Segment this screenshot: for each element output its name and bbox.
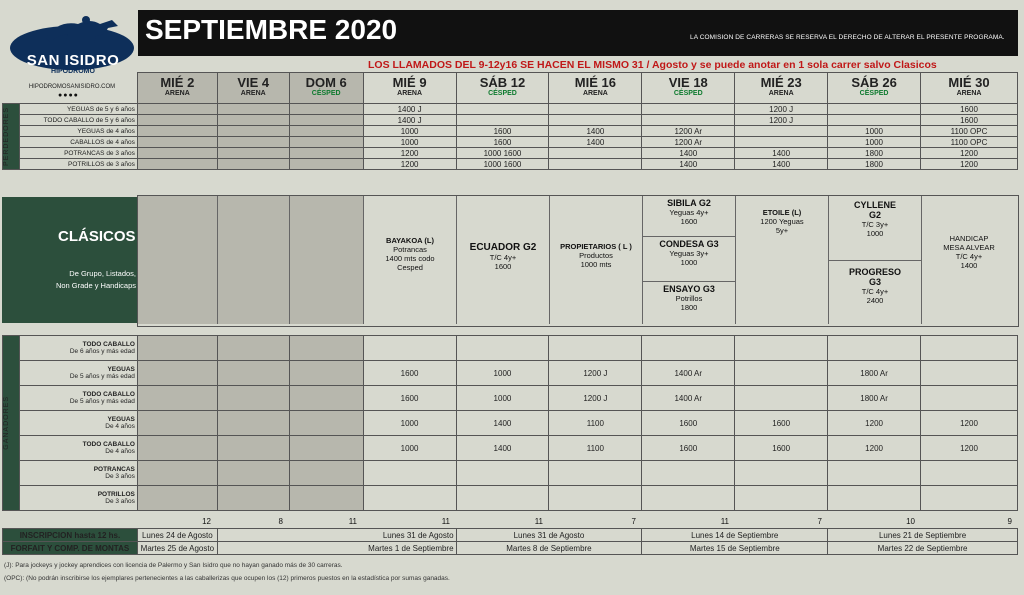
row-label — [19, 486, 137, 511]
horse-icon — [38, 14, 128, 46]
clasico-condesa: CONDESA G3 Yeguas 3y+ 1000 — [643, 237, 735, 282]
row-label-category: TODO CABALLO — [82, 341, 135, 348]
row-label — [19, 361, 137, 386]
table-cell — [217, 159, 289, 170]
table-cell — [137, 361, 217, 386]
row-label: CABALLOS de 4 años — [19, 137, 137, 148]
table-cell — [137, 461, 217, 486]
social-icons: ●●●● — [58, 92, 79, 99]
row-label-age: De 4 años — [105, 423, 135, 430]
table-cell: 1400 — [456, 436, 549, 461]
table-cell — [921, 461, 1018, 486]
table-cell: 1000 1600 — [456, 148, 549, 159]
table-row — [3, 115, 1018, 126]
perdedores-band-label: PERDEDORES — [3, 106, 10, 166]
table-cell — [549, 461, 642, 486]
row-label-age: De 4 años — [105, 448, 135, 455]
row-label-category: YEGUAS — [107, 416, 135, 423]
row-label — [19, 461, 137, 486]
table-cell — [137, 436, 217, 461]
row-label-category: POTRILLOS — [97, 491, 135, 498]
table-cell — [735, 137, 828, 148]
table-cell: 1600 — [363, 386, 456, 411]
table-cell: 1200 — [828, 411, 921, 436]
table-cell — [642, 336, 735, 361]
row-label-category: YEGUAS — [107, 366, 135, 373]
race-count: 7 — [631, 517, 636, 526]
table-cell — [289, 436, 363, 461]
table-cell: 1000 — [363, 126, 456, 137]
day-header: MIÉ 9 ARENA — [363, 73, 456, 104]
footnote: (J): Para jockeys y jockey aprendices con licencia de Palermo y San Isidro que no hayan ganado más de 30 carreras. — [4, 562, 343, 569]
table-row — [3, 137, 1018, 148]
race-count: 8 — [278, 517, 283, 526]
table-cell — [642, 486, 735, 511]
table-row — [3, 159, 1018, 170]
table-cell — [549, 104, 642, 115]
table-cell: 1800 — [828, 159, 921, 170]
table-cell — [217, 361, 289, 386]
table-cell: 1600 — [642, 436, 735, 461]
table-cell — [456, 486, 549, 511]
table-cell — [217, 115, 289, 126]
table-cell: 1200 J — [549, 386, 642, 411]
table-cell: 1000 — [828, 137, 921, 148]
table-cell — [289, 148, 363, 159]
table-row — [3, 486, 1018, 511]
race-count: 11 — [720, 517, 729, 526]
table-cell: 1400 J — [363, 104, 456, 115]
table-cell — [735, 386, 828, 411]
forfait-date: Martes 1 de Septiembre — [217, 542, 456, 555]
table-cell — [921, 486, 1018, 511]
table-cell — [217, 386, 289, 411]
table-cell — [735, 126, 828, 137]
forfait-label: FORFAIT Y COMP. DE MONTAS — [3, 542, 138, 555]
table-row — [3, 461, 1018, 486]
table-cell: 1000 — [828, 126, 921, 137]
table-cell: 1400 J — [363, 115, 456, 126]
clasico-ecuador: ECUADOR G2 T/C 4y+ 1600 — [457, 196, 550, 324]
clasico-ensayo: ENSAYO G3 Potrillos 1800 — [663, 284, 715, 312]
clasico-cell — [290, 196, 364, 324]
table-cell: 1600 — [642, 411, 735, 436]
row-label — [19, 411, 137, 436]
table-cell: 1200 — [828, 436, 921, 461]
row-label: TODO CABALLO de 5 y 6 años — [19, 115, 137, 126]
table-row — [3, 411, 1018, 436]
table-cell: 1200 — [921, 411, 1018, 436]
table-cell — [137, 386, 217, 411]
table-cell — [137, 336, 217, 361]
table-cell: 1400 — [549, 137, 642, 148]
table-cell — [921, 336, 1018, 361]
row-label: YEGUAS de 4 años — [19, 126, 137, 137]
table-cell — [217, 126, 289, 137]
table-cell — [642, 461, 735, 486]
forfait-date: Martes 22 de Septiembre — [828, 542, 1018, 555]
table-cell: 1600 — [456, 137, 549, 148]
logo-name: SAN ISIDRO — [26, 52, 120, 69]
day-header: SÁB 12 CÉSPED — [456, 73, 549, 104]
table-cell — [642, 115, 735, 126]
ganadores-band-label: GANADORES — [3, 396, 10, 450]
table-cell: 1800 Ar — [828, 361, 921, 386]
table-cell: 1200 — [363, 148, 456, 159]
clasico-cell — [138, 196, 218, 324]
schedule-table-perdedores — [2, 72, 1018, 170]
table-cell — [363, 486, 456, 511]
table-cell — [735, 361, 828, 386]
table-cell: 1600 — [363, 361, 456, 386]
clasico-etoile: ETOILE (L) 1200 Yeguas 5y+ — [736, 196, 829, 324]
table-cell — [217, 104, 289, 115]
table-cell — [289, 361, 363, 386]
table-cell — [642, 104, 735, 115]
table-cell — [137, 159, 217, 170]
table-cell: 1100 — [549, 411, 642, 436]
table-cell: 1600 — [735, 436, 828, 461]
table-cell — [137, 411, 217, 436]
table-cell: 1000 — [363, 137, 456, 148]
race-count: 7 — [817, 517, 822, 526]
table-cell: 1200 J — [735, 104, 828, 115]
table-cell: 1200 J — [735, 115, 828, 126]
table-cell: 1400 Ar — [642, 361, 735, 386]
table-cell — [137, 486, 217, 511]
table-cell — [456, 336, 549, 361]
clasicos-band — [2, 197, 137, 323]
clasico-vie18 — [643, 196, 736, 324]
clasico-propietarios: PROPIETARIOS ( L ) Productos 1000 mts — [550, 196, 643, 324]
clasicos-title: CLÁSICOS — [58, 228, 136, 245]
table-cell — [363, 336, 456, 361]
clasico-mesa-alvear: HANDICAP MESA ALVEAR T/C 4y+ 1400 — [943, 234, 995, 270]
forfait-date: Martes 25 de Agosto — [137, 542, 217, 555]
logo-url: HIPODROMOSANISIDRO.COM — [28, 84, 116, 90]
table-cell: 1400 Ar — [642, 386, 735, 411]
day-header: MIÉ 23 ARENA — [735, 73, 828, 104]
row-label — [19, 336, 137, 361]
table-row — [3, 104, 1018, 115]
table-cell — [289, 336, 363, 361]
table-cell: 1400 — [735, 159, 828, 170]
race-count: 10 — [906, 517, 915, 526]
forfait-date: Martes 8 de Septiembre — [456, 542, 642, 555]
table-cell: 1000 1600 — [456, 159, 549, 170]
clasico-cyllene: CYLLENE G2 T/C 3y+ 1000 — [829, 196, 921, 261]
table-cell: 1400 — [735, 148, 828, 159]
table-cell: 1200 — [921, 148, 1018, 159]
table-cell: 1000 — [363, 411, 456, 436]
table-cell — [549, 148, 642, 159]
schedule-table-ganadores — [2, 335, 1018, 511]
notice-text: LOS LLAMADOS DEL 9-12y16 SE HACEN EL MISMO 31 / Agosto y se puede anotar en 1 sola carrer salvo Clasicos — [368, 59, 937, 71]
table-cell: 1600 — [921, 115, 1018, 126]
logo-subtitle: HIPODROMO — [51, 68, 95, 75]
table-cell — [217, 461, 289, 486]
banner-note: LA COMISION DE CARRERAS SE RESERVA EL DERECHO DE ALTERAR EL PRESENTE PROGRAMA. — [690, 34, 1005, 41]
row-label-age: De 5 años y más edad — [69, 398, 135, 405]
table-cell — [217, 336, 289, 361]
table-cell: 1200 Ar — [642, 137, 735, 148]
table-row — [3, 436, 1018, 461]
table-cell: 1200 — [921, 436, 1018, 461]
table-cell — [828, 115, 921, 126]
table-cell: 1200 — [921, 159, 1018, 170]
table-cell — [456, 104, 549, 115]
table-cell — [289, 126, 363, 137]
table-row — [3, 361, 1018, 386]
table-row — [3, 386, 1018, 411]
table-cell — [289, 115, 363, 126]
table-cell — [217, 436, 289, 461]
row-label-age: De 3 años — [105, 473, 135, 480]
table-cell — [363, 461, 456, 486]
clasico-bayakoa: BAYAKOA (L) Potrancas 1400 mts codo Cesped — [364, 196, 457, 324]
table-cell — [456, 115, 549, 126]
row-label: POTRILLOS de 3 años — [19, 159, 137, 170]
day-header: MIÉ 16 ARENA — [549, 73, 642, 104]
table-row — [3, 126, 1018, 137]
day-header: VIE 4 ARENA — [217, 73, 289, 104]
table-cell: 1000 — [456, 361, 549, 386]
table-cell: 1400 — [642, 159, 735, 170]
day-header: DOM 6 CÉSPED — [289, 73, 363, 104]
table-cell — [217, 486, 289, 511]
forfait-date: Martes 15 de Septiembre — [642, 542, 828, 555]
table-cell — [289, 461, 363, 486]
row-label-age: De 5 años y más edad — [69, 373, 135, 380]
table-cell: 1200 — [363, 159, 456, 170]
inscripcion-date: Lunes 21 de Septiembre — [828, 529, 1018, 542]
ganadores-band — [3, 336, 20, 511]
table-cell — [549, 336, 642, 361]
table-cell — [289, 411, 363, 436]
table-cell: 1400 — [456, 411, 549, 436]
table-cell: 1100 OPC — [921, 126, 1018, 137]
day-header: MIÉ 30 ARENA — [921, 73, 1018, 104]
table-cell: 1400 — [549, 126, 642, 137]
table-cell: 1100 — [549, 436, 642, 461]
row-label — [19, 386, 137, 411]
row-label-age: De 6 años y más edad — [69, 348, 135, 355]
table-cell — [549, 486, 642, 511]
clasico-cell — [218, 196, 290, 324]
table-cell — [828, 104, 921, 115]
page-title: SEPTIEMBRE 2020 — [145, 14, 398, 45]
table-row — [3, 336, 1018, 361]
table-cell — [289, 386, 363, 411]
day-header: MIÉ 2 ARENA — [137, 73, 217, 104]
table-cell — [289, 137, 363, 148]
row-label: POTRANCAS de 3 años — [19, 148, 137, 159]
clasico-sab26 — [829, 196, 922, 324]
clasicos-grid — [137, 195, 1019, 327]
table-cell — [921, 361, 1018, 386]
table-cell: 1000 — [456, 386, 549, 411]
table-cell: 1100 OPC — [921, 137, 1018, 148]
table-cell — [217, 148, 289, 159]
clasico-sibila: SIBILA G2 Yeguas 4y+ 1600 — [643, 196, 735, 237]
row-label-category: POTRANCAS — [93, 466, 135, 473]
day-header: SÁB 26 CÉSPED — [828, 73, 921, 104]
row-label-category: TODO CABALLO — [82, 441, 135, 448]
table-cell: 1800 Ar — [828, 386, 921, 411]
inscription-table — [2, 528, 1018, 555]
table-cell — [828, 486, 921, 511]
table-cell: 1200 J — [549, 361, 642, 386]
footnote: (OPC): (No podrán inscribirse los ejemplares pertenecientes a las caballerizas que ocupen los (12) primeros puestos en la estadística por sumas ganadas. — [4, 575, 450, 582]
table-cell: 1400 — [642, 148, 735, 159]
table-cell — [828, 336, 921, 361]
table-cell: 1800 — [828, 148, 921, 159]
table-cell — [456, 461, 549, 486]
clasicos-subtitle: De Grupo, Listados, Non Grade y Handicaps — [55, 269, 136, 290]
table-cell — [137, 104, 217, 115]
table-cell — [921, 386, 1018, 411]
table-cell — [289, 104, 363, 115]
table-cell: 1600 — [735, 411, 828, 436]
inscripcion-date: Lunes 14 de Septiembre — [642, 529, 828, 542]
table-cell — [828, 461, 921, 486]
inscripcion-date: Lunes 31 de Agosto — [456, 529, 642, 542]
table-cell: 1200 Ar — [642, 126, 735, 137]
race-count: 9 — [1007, 517, 1012, 526]
table-cell — [217, 137, 289, 148]
race-count: 11 — [534, 517, 543, 526]
table-cell — [735, 336, 828, 361]
row-label — [19, 436, 137, 461]
inscripcion-label: INSCRIPCION hasta 12 hs. — [3, 529, 138, 542]
race-count: 12 — [202, 517, 211, 526]
row-label-age: De 3 años — [105, 498, 135, 505]
table-row — [3, 148, 1018, 159]
inscripcion-date: Lunes 24 de Agosto — [137, 529, 217, 542]
table-cell — [137, 137, 217, 148]
table-cell: 1600 — [456, 126, 549, 137]
row-label-category: TODO CABALLO — [82, 391, 135, 398]
table-cell — [735, 486, 828, 511]
clasico-progreso: PROGRESO G3 T/C 4y+ 2400 — [848, 267, 901, 305]
row-label: YEGUAS de 5 y 6 años — [19, 104, 137, 115]
table-cell — [137, 126, 217, 137]
table-cell — [289, 486, 363, 511]
table-cell — [137, 148, 217, 159]
table-cell — [289, 159, 363, 170]
table-cell — [735, 461, 828, 486]
race-count: 11 — [441, 517, 450, 526]
table-cell: 1000 — [363, 436, 456, 461]
table-cell — [549, 115, 642, 126]
table-cell — [549, 159, 642, 170]
race-count: 11 — [348, 517, 357, 526]
perdedores-band — [3, 104, 20, 170]
table-cell: 1600 — [921, 104, 1018, 115]
inscripcion-date: Lunes 31 de Agosto — [217, 529, 456, 542]
table-cell — [217, 411, 289, 436]
table-cell — [137, 115, 217, 126]
day-header: VIE 18 CÉSPED — [642, 73, 735, 104]
